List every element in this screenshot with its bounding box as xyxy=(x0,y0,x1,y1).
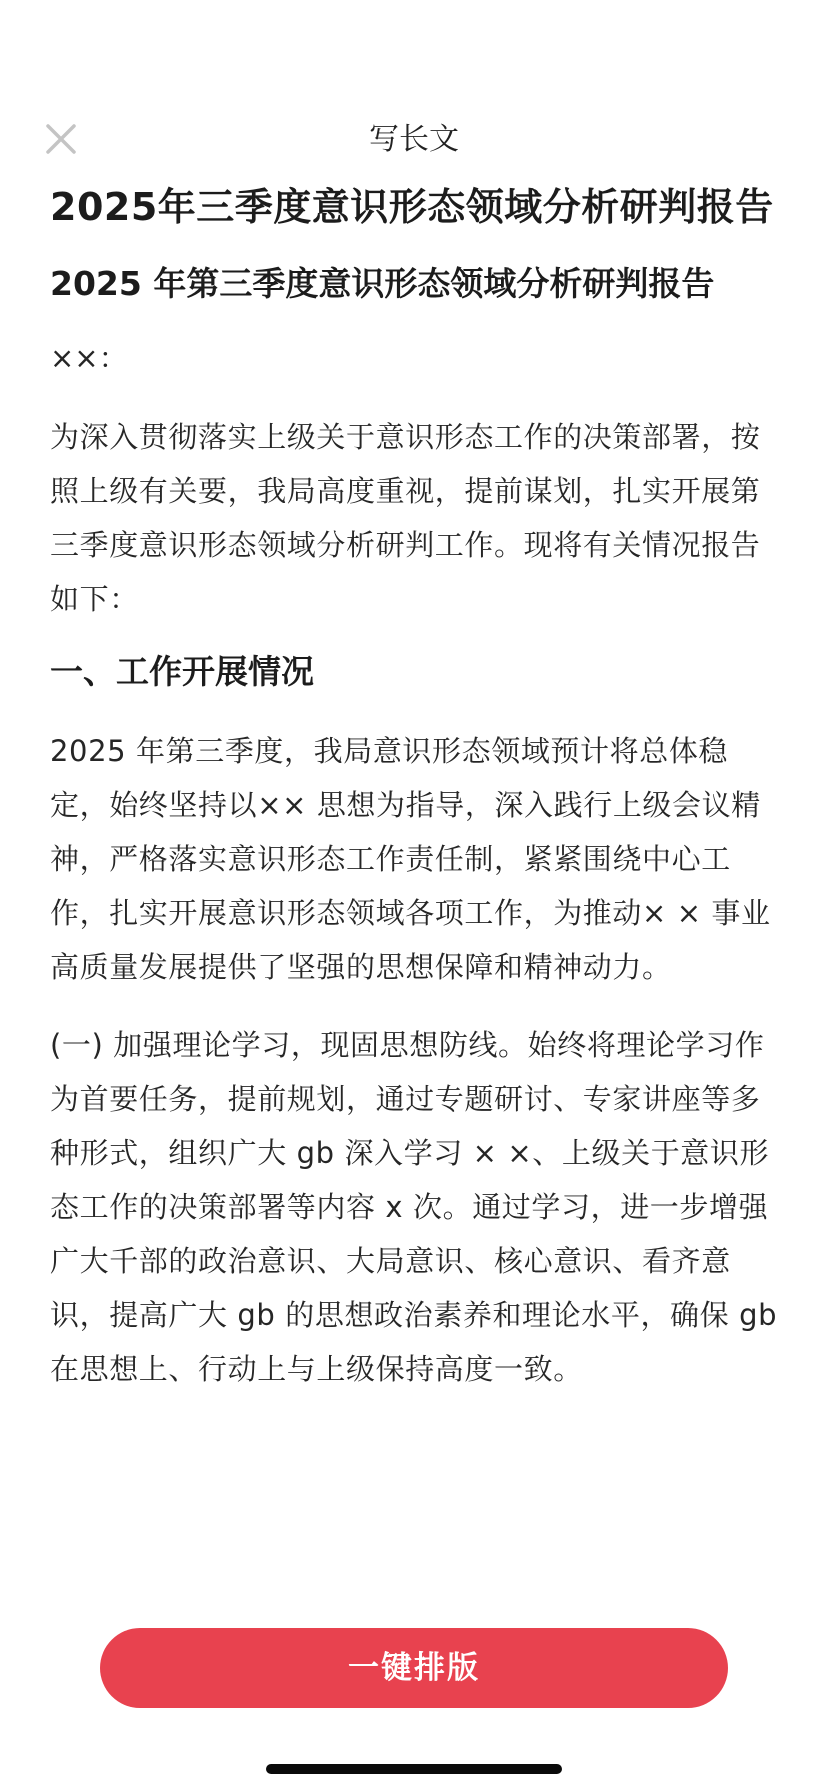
page-title: 写长文 xyxy=(369,122,459,157)
one-click-format-button[interactable]: 一键排版 xyxy=(100,1628,728,1708)
document-title[interactable]: 2025年三季度意识形态领域分析研判报告 xyxy=(50,185,774,229)
nav-bar xyxy=(0,110,828,170)
body-paragraph: (一) 加强理论学习，现固思想防线。始终将理论学习作为首要任务，提前规划，通过专题研讨、专家讲座等多种形式，组织广大 gb 深入学习 × ×、上级关于意识形态工作的决策部署等内容 x 次。通过学习，进一步增强广大千部的政治意识、大局意识、核心意识、看齐意识，提高广大 gb 的思想政治素养和理论水平，确保 gb 在思想上、行动上与上级保持高度一致。 xyxy=(50,1028,778,1386)
salutation: ××： xyxy=(50,341,128,375)
section-heading: 一、工作开展情况 xyxy=(50,652,314,691)
body-paragraph: 2025 年第三季度，我局意识形态领域预计将总体稳定，始终坚持以×× 思想为指导，深入践行上级会议精神，严格落实意识形态工作责任制，紧紧围绕中心工作，扎实开展意识形态领域各项工作，为推动× × 事业高质量发展提供了坚强的思想保障和精神动力。 xyxy=(50,734,771,984)
document-body[interactable] xyxy=(50,184,778,1420)
home-indicator xyxy=(266,1764,562,1774)
report-heading: 2025 年第三季度意识形态领域分析研判报告 xyxy=(50,264,715,303)
intro-paragraph: 为深入贯彻落实上级关于意识形态工作的决策部署，按照上级有关要，我局高度重视，提前谋划，扎实开展第三季度意识形态领域分析研判工作。现将有关情况报告如下： xyxy=(50,420,761,616)
